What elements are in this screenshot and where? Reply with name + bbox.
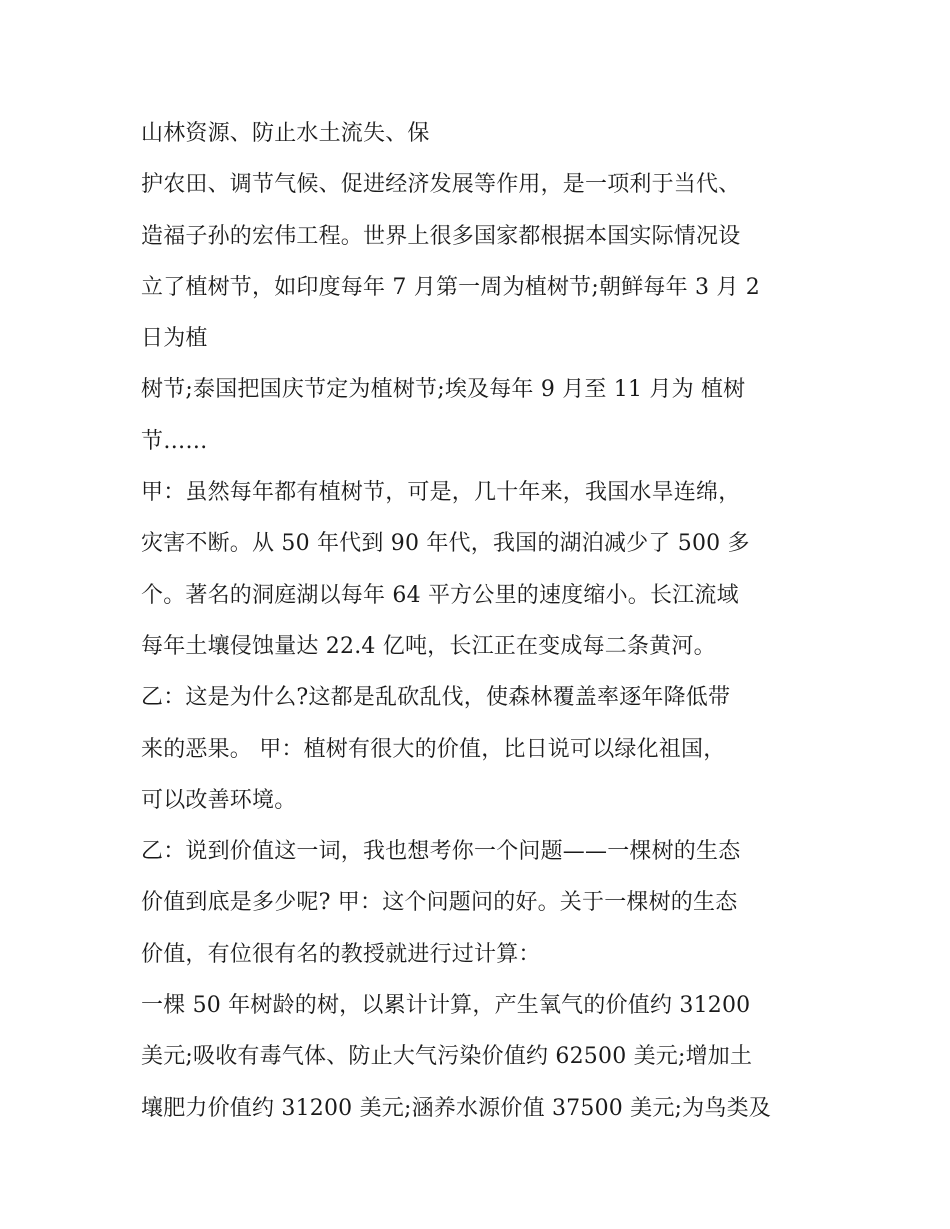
text-line: 灾害不断。从 50 年代到 90 年代，我国的湖泊减少了 500 多 [141, 531, 750, 557]
text-line: 立了植树节，如印度每年 7 月第一周为植树节;朝鲜每年 3 月 2 [141, 274, 760, 300]
text-line: 价值，有位很有名的教授就进行过计算： [141, 941, 541, 967]
text-line: 来的恶果。 甲：植树有很大的价值，比日说可以绿化祖国， [141, 736, 726, 762]
text-line: 造福子孙的宏伟工程。世界上很多国家都根据本国实际情况设 [141, 223, 741, 249]
text-line: 乙：说到价值这一词，我也想考你一个问题——一棵树的生态 [141, 839, 741, 865]
text-line: 甲：虽然每年都有植树节，可是，几十年来，我国水旱连绵， [141, 480, 741, 506]
text-line: 日为植 [141, 326, 208, 352]
text-line: 护农田、调节气候、促进经济发展等作用，是一项利于当代、 [141, 172, 741, 198]
text-line: 美元;吸收有毒气体、防止大气污染价值约 62500 美元;增加土 [141, 1044, 753, 1070]
body-text [141, 108, 831, 1134]
text-line: 节…… [141, 428, 208, 454]
text-line: 乙：这是为什么?这都是乱砍乱伐，使森林覆盖率逐年降低带 [141, 685, 731, 711]
text-line: 可以改善环境。 [141, 787, 297, 813]
text-line: 壤肥力价值约 31200 美元;涵养水源价值 37500 美元;为鸟类及 [141, 1095, 771, 1121]
text-line: 树节;泰国把国庆节定为植树节;埃及每年 9 月至 11 月为 植树 [141, 377, 746, 403]
text-line: 价值到底是多少呢? 甲：这个问题问的好。关于一棵树的生态 [141, 890, 738, 916]
text-line: 每年土壤侵蚀量达 22.4 亿吨，长江正在变成每二条黄河。 [141, 633, 716, 659]
text-line: 个。著名的洞庭湖以每年 64 平方公里的速度缩小。长江流域 [141, 582, 739, 608]
text-line: 一棵 50 年树龄的树，以累计计算，产生氧气的价值约 31200 [141, 993, 751, 1019]
text-line: 山林资源、防止水土流失、保 [141, 121, 430, 146]
